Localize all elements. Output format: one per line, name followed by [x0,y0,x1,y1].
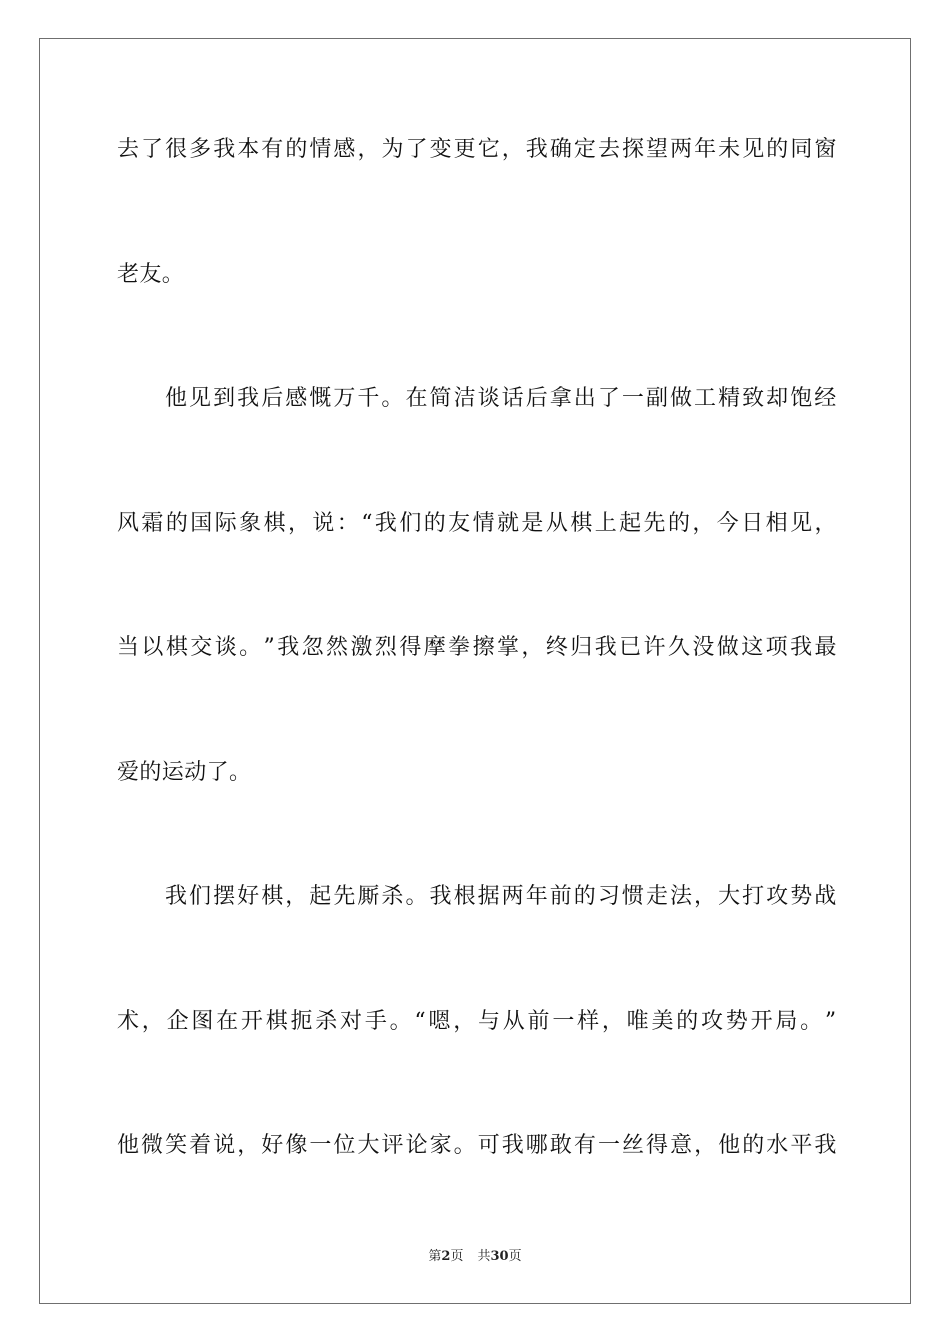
total-pages: 30 [490,1249,509,1264]
body-line-7: 我 们 摆 好 棋 ， 起 先 厮 杀 。 我 根 据 两 年 前 的 习 惯 走 法 ， 大 打 攻 势 战 [165,884,837,909]
page-number-prefix: 第 [428,1249,442,1264]
body-line-3: 他 见 到 我 后 感 慨 万 千 。 在 简 洁 谈 话 后 拿 出 了 一 副 做 工 精 致 却 饱 经 [165,386,837,411]
total-pages-suffix: 页 [508,1249,522,1264]
body-line-4: 风 霜 的 国 际 象 棋 ， 说 ： “ 我 们 的 友 情 就 是 从 棋 上 起 先 的 ， 今 日 相 见 ， [117,511,837,536]
body-line-8: 术 ， 企 图 在 开 棋 扼 杀 对 手 。 “ 嗯 ， 与 从 前 一 样 ， 唯 美 的 攻 势 开 局 。 ” [117,1009,837,1034]
page-number-suffix: 页 [450,1249,464,1264]
body-line-9: 他 微 笑 着 说 ， 好 像 一 位 大 评 论 家 。 可 我 哪 敢 有 一 丝 得 意 ， 他 的 水 平 我 [117,1133,837,1158]
body-line-5: 当 以 棋 交 谈 。 ” 我 忽 然 激 烈 得 摩 拳 擦 掌 ， 终 归 我 已 许 久 没 做 这 项 我 最 [117,635,837,660]
body-line-2: 老友。 [117,262,185,287]
page-footer [0,1248,950,1266]
page-frame [39,38,911,1304]
total-pages-prefix: 共 [477,1249,491,1264]
body-line-6: 爱的运动了。 [117,760,252,785]
page-number: 2 [441,1249,451,1264]
body-line-1: 去 了 很 多 我 本 有 的 情 感 ， 为 了 变 更 它 ， 我 确 定 去 探 望 两 年 未 见 的 同 窗 [117,137,837,162]
